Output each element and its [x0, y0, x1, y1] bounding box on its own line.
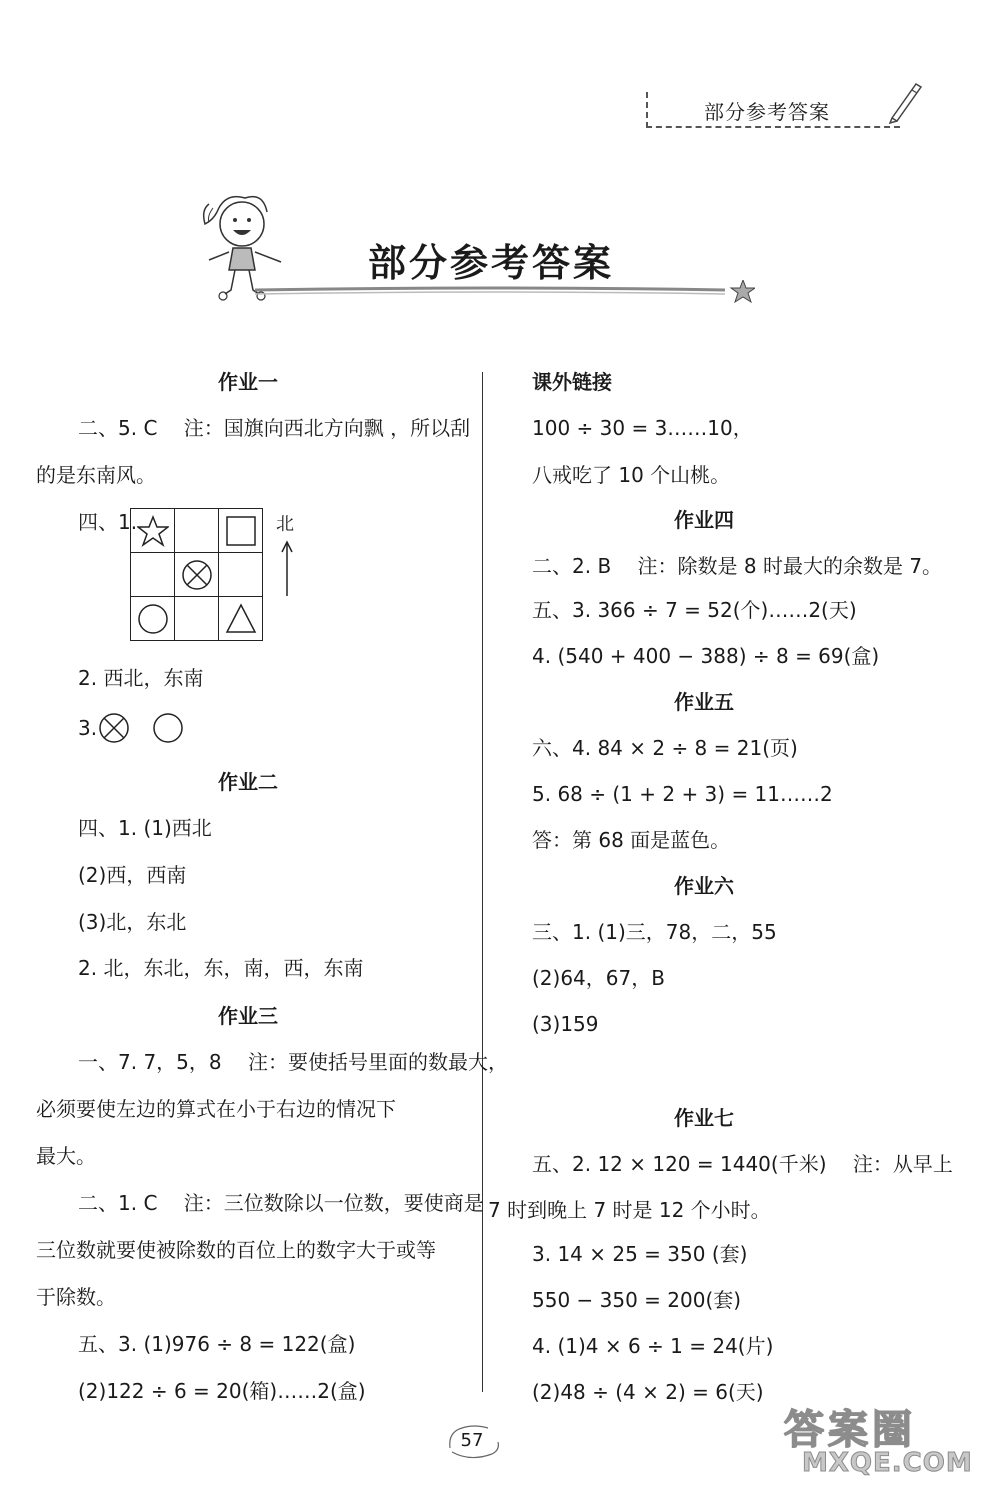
star-icon	[731, 280, 755, 302]
text-line: (2)64，67，B	[532, 966, 665, 990]
page-number: 57	[460, 1430, 484, 1451]
page-title: 部分参考答案	[368, 240, 615, 285]
text-line: (2)西，西南	[78, 863, 187, 887]
text-line: 五、3. 366 ÷ 7 = 52(个)……2(天)	[532, 598, 857, 622]
title-underline	[255, 280, 755, 310]
section-heading: 作业六	[674, 874, 734, 898]
text-line: 必须要使左边的算式在小于右边的情况下	[36, 1097, 396, 1121]
north-arrow-icon	[280, 540, 294, 596]
circle-icon	[152, 712, 184, 744]
text-line: 一、7. 7，5，8 注：要使括号里面的数最大，	[78, 1050, 508, 1074]
text-line: 2. 北，东北，东，南，西，东南	[78, 956, 364, 980]
grid-cell	[131, 509, 175, 553]
grid-cell	[219, 553, 263, 597]
text-line: 答：第 68 面是蓝色。	[532, 828, 731, 852]
text-line: 八戒吃了 10 个山桃。	[532, 463, 731, 487]
triangle-icon	[225, 603, 257, 635]
text-line: 四、1.	[78, 510, 138, 534]
section-heading: 作业四	[674, 508, 734, 532]
text-line: 五、2. 12 × 120 = 1440(千米) 注：从早上	[532, 1152, 953, 1176]
text-line: 二、1. C 注：三位数除以一位数，要使商是	[78, 1191, 484, 1215]
crossed-circle-icon	[98, 712, 130, 744]
text-line: 二、2. B 注：除数是 8 时最大的余数是 7。	[532, 554, 943, 578]
grid-cell	[219, 597, 263, 641]
text-line: 550 − 350 = 200(套)	[532, 1288, 742, 1312]
section-heading: 作业七	[674, 1106, 734, 1130]
section-heading: 课外链接	[532, 370, 612, 394]
text-line: 二、5. C 注：国旗向西北方向飘 ，所以刮	[78, 416, 471, 440]
text-line: 三位数就要使被除数的百位上的数字大于或等	[36, 1238, 436, 1262]
watermark-url: MXQE.COM	[802, 1448, 973, 1478]
watermark-logo: 答案圈	[784, 1407, 916, 1453]
square-icon	[225, 515, 257, 547]
pencil-icon	[886, 78, 926, 124]
text-line: 5. 68 ÷ (1 + 2 + 3) = 11……2	[532, 782, 833, 806]
text-line: 3. 14 × 25 = 350 (套)	[532, 1242, 748, 1266]
text-line: 2. 西北，东南	[78, 666, 204, 690]
direction-grid	[130, 508, 263, 641]
north-label: 北	[276, 514, 294, 535]
text-line: 四、1. (1)西北	[78, 816, 212, 840]
grid-cell	[175, 509, 219, 553]
column-divider	[482, 372, 483, 1392]
text-line: (2)122 ÷ 6 = 20(箱)……2(盒)	[78, 1379, 366, 1403]
grid-cell	[131, 597, 175, 641]
text-line: 7 时到晚上 7 时是 12 个小时。	[488, 1198, 771, 1222]
text-line: 六、4. 84 × 2 ÷ 8 = 21(页)	[532, 736, 798, 760]
text-line: 4. (1)4 × 6 ÷ 1 = 24(片)	[532, 1334, 774, 1358]
crossed-circle-icon	[181, 559, 213, 591]
text-line: 3.	[78, 716, 98, 740]
text-line: 100 ÷ 30 = 3……10，	[532, 416, 753, 440]
text-line: 三、1. (1)三，78，二，55	[532, 920, 777, 944]
grid-cell	[219, 509, 263, 553]
text-line: (3)北，东北	[78, 910, 187, 934]
star-icon	[137, 515, 169, 547]
header-tab-title: 部分参考答案	[704, 100, 830, 124]
grid-cell	[175, 597, 219, 641]
text-line: 4. (540 + 400 − 388) ÷ 8 = 69(盒)	[532, 644, 880, 668]
text-line: 的是东南风。	[36, 463, 156, 487]
grid-cell	[175, 553, 219, 597]
section-heading: 作业五	[674, 690, 734, 714]
text-line: (3)159	[532, 1012, 599, 1036]
section-heading: 作业一	[218, 370, 278, 394]
circle-icon	[137, 603, 169, 635]
text-line: (2)48 ÷ (4 × 2) = 6(天)	[532, 1380, 764, 1404]
text-line: 于除数。	[36, 1285, 116, 1309]
header-tab	[646, 92, 900, 128]
grid-cell	[131, 553, 175, 597]
text-line: 五、3. (1)976 ÷ 8 = 122(盒)	[78, 1332, 356, 1356]
section-heading: 作业二	[218, 770, 278, 794]
section-heading: 作业三	[218, 1004, 278, 1028]
text-line: 最大。	[36, 1144, 96, 1168]
watermark	[784, 1398, 994, 1482]
